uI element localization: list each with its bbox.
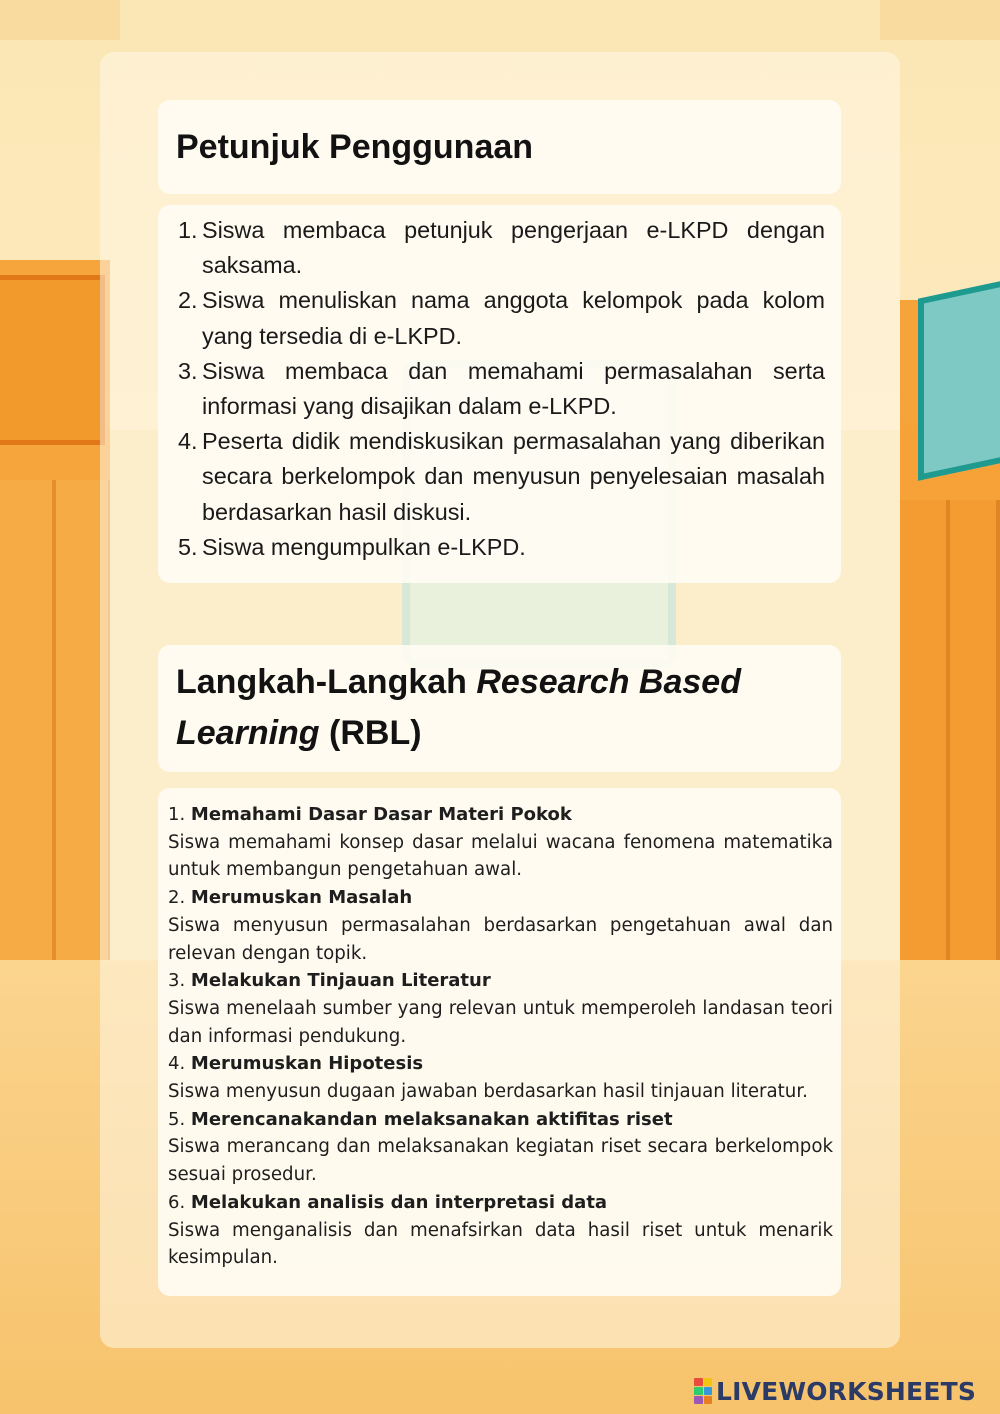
rbl-step-title: Memahami Dasar Dasar Materi Pokok: [190, 804, 572, 825]
rbl-step: [168, 1106, 833, 1189]
instruction-text: Siswa menuliskan nama anggota kelompok pada kolom yang tersedia di e-LKPD.: [202, 287, 825, 349]
instruction-item: [178, 283, 825, 353]
instruction-text: Siswa mengumpulkan e-LKPD.: [202, 533, 526, 560]
rbl-step-description: Siswa memahami konsep dasar melalui wacana fenomena matematika untuk membangun pengetahuan awal.: [168, 831, 833, 881]
brand-text: LIVEWORKSHEETS: [716, 1376, 977, 1406]
section2-title: [176, 645, 823, 759]
rbl-step: [168, 1050, 833, 1105]
rbl-step-number: 4.: [168, 1053, 191, 1075]
instruction-text: Peserta didik mendiskusikan permasalahan yang diberikan secara berkelompok dan menyusun penyelesaian masalah berdasarkan hasil diskusi.: [202, 428, 825, 525]
section2-title-card: [158, 645, 841, 772]
title-prefix: Langkah-Langkah: [176, 663, 477, 701]
logo-square: [704, 1396, 713, 1404]
rbl-step-number: 3.: [168, 970, 191, 992]
rbl-step-heading: [168, 1106, 833, 1134]
rbl-step-heading: [168, 1189, 833, 1217]
rbl-step-title: Melakukan analisis dan interpretasi data: [190, 1191, 608, 1213]
instruction-number: 2.: [178, 287, 198, 314]
title-italic-2: Learning: [176, 714, 320, 752]
logo-square: [694, 1387, 703, 1395]
rbl-step-description: Siswa merancang dan melaksanakan kegiatan riset secara berkelompok sesuai prosedur.: [168, 1136, 833, 1186]
rbl-step-title: Merencanakandan melaksanakan aktifitas riset: [190, 1108, 673, 1130]
rbl-step: [168, 967, 833, 1050]
section1-title: Petunjuk Penggunaan: [176, 128, 534, 166]
instruction-number: 5.: [178, 533, 198, 560]
instruction-number: 1.: [178, 217, 198, 243]
rbl-step-number: 5.: [168, 1108, 191, 1130]
rbl-step-title: Merumuskan Hipotesis: [190, 1053, 424, 1075]
instruction-text: Siswa membaca dan memahami permasalahan serta informasi yang disajikan dalam e-LKPD.: [202, 357, 825, 420]
instruction-text: Siswa membaca petunjuk pengerjaan e-LKPD dengan saksama.: [202, 217, 825, 279]
rbl-step-description: Siswa menyusun dugaan jawaban berdasarkan hasil tinjauan literatur.: [168, 1081, 808, 1103]
title-italic-1: Research Based: [476, 663, 741, 701]
rbl-step: [168, 884, 833, 967]
logo-square: [694, 1378, 703, 1386]
rbl-step-heading: [168, 801, 833, 829]
instruction-number: 3.: [178, 357, 198, 384]
notice-board-left: [0, 275, 105, 445]
instruction-item: [178, 530, 825, 565]
instruction-item: [178, 424, 825, 530]
instruction-item: [178, 354, 825, 424]
rbl-step-description: Siswa menyusun permasalahan berdasarkan pengetahuan awal dan relevan dengan topik.: [168, 914, 833, 964]
liveworksheets-logo-icon: [694, 1378, 712, 1404]
lockers-left: [0, 480, 110, 1040]
instruction-item: [178, 213, 825, 283]
logo-square: [694, 1396, 703, 1404]
instruction-number: 4.: [178, 428, 198, 455]
rbl-step-title: Melakukan Tinjauan Literatur: [190, 970, 491, 992]
liveworksheets-brand: [694, 1374, 976, 1408]
notice-board-right: [918, 281, 1000, 480]
logo-square: [704, 1378, 713, 1386]
rbl-step-description: Siswa menganalisis dan menafsirkan data hasil riset untuk menarik kesimpulan.: [168, 1219, 833, 1269]
instructions-card: [158, 205, 841, 583]
section1-title-card: [158, 100, 841, 194]
rbl-step-description: Siswa menelaah sumber yang relevan untuk memperoleh landasan teori dan informasi pendukung.: [168, 997, 833, 1047]
instructions-list: [178, 213, 825, 565]
rbl-steps-list: [168, 801, 833, 1272]
rbl-step-number: 6.: [168, 1191, 191, 1213]
rbl-step-title: Merumuskan Masalah: [190, 887, 413, 909]
rbl-step-number: 1.: [168, 804, 191, 825]
ceiling-beam-left: [0, 0, 120, 40]
ceiling-beam-right: [880, 0, 1000, 40]
rbl-step-heading: [168, 967, 833, 995]
rbl-step-heading: [168, 1050, 833, 1078]
lockers-right: [900, 500, 1000, 1040]
rbl-step: [168, 1189, 833, 1272]
rbl-step-number: 2.: [168, 887, 191, 909]
rbl-step: [168, 801, 833, 884]
title-suffix: (RBL): [319, 714, 422, 752]
logo-square: [704, 1387, 713, 1395]
rbl-steps-card: [158, 788, 841, 1296]
rbl-step-heading: [168, 884, 833, 912]
